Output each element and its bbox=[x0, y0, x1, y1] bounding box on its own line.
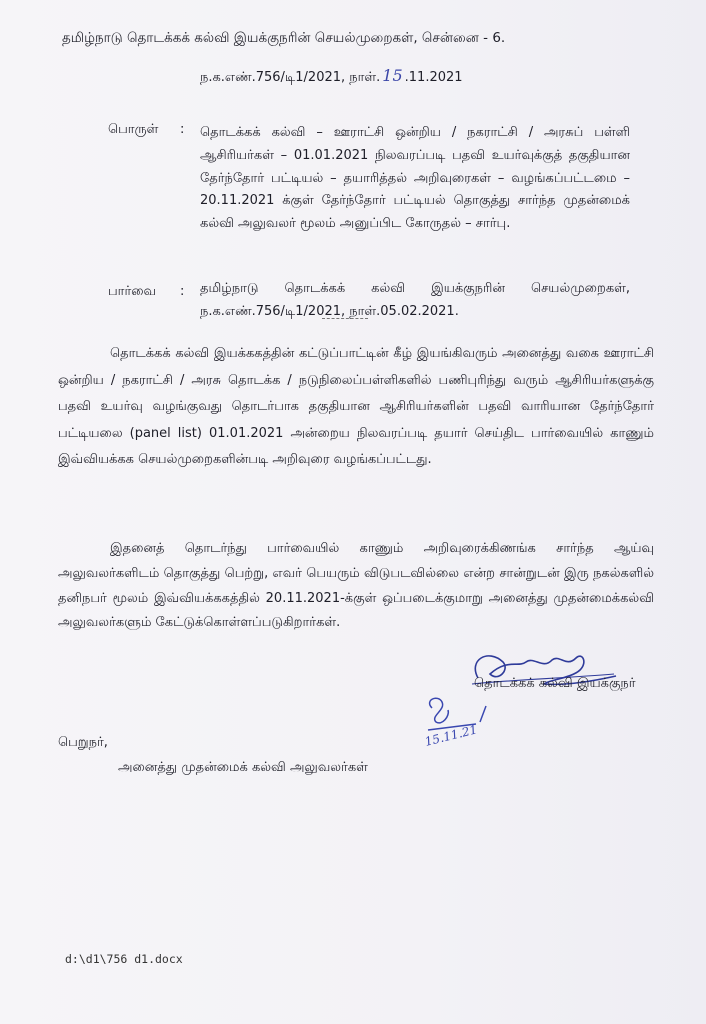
office-heading: தமிழ்நாடு தொடக்கக் கல்வி இயக்குநரின் செயல்முறைகள், சென்னை - 6. bbox=[62, 30, 506, 46]
separator-line bbox=[322, 318, 368, 319]
handwritten-day: 15 bbox=[382, 66, 403, 85]
subject-label: பொருள் bbox=[108, 122, 159, 137]
ref-number-prefix: ந.க.எண்.756/டி1/2021, நாள். bbox=[200, 70, 381, 85]
reference-colon: : bbox=[180, 284, 185, 299]
file-path-footer: d:\d1\756 d1.docx bbox=[65, 952, 183, 966]
recipient-name: அனைத்து முதன்மைக் கல்வி அலுவலர்கள் bbox=[118, 760, 368, 775]
body-paragraph-2: இதனைத் தொடர்ந்து பார்வையில் காணும் அறிவுரைக்கிணங்க சார்ந்த ஆய்வு அலுவலர்களிடம் தொகுத்து பெற்று, எவர் பெயரும் விடுபடவில்லை என்ற சான்றுடன் இரு நகல்களில் தனிநபர் மூலம் இவ்வியக்ககத்தில் 20.11.2021-க்குள் ஒப்படைக்குமாறு அனைத்து முதன்மைக்கல்வி அலுவலர்களும் கேட்டுக்கொள்ளப்படுகிறார்கள். bbox=[58, 541, 654, 631]
ref-number-suffix: .11.2021 bbox=[404, 70, 463, 85]
reference-label: பார்வை bbox=[108, 284, 157, 299]
initial-date-text: 15.11.21 bbox=[423, 722, 479, 749]
subject-text: தொடக்கக் கல்வி – ஊராட்சி ஒன்றிய / நகராட்சி / அரசுப் பள்ளி ஆசிரியர்கள் – 01.01.2021 நிலவரப்படி பதவி உயர்வுக்குத் தகுதியான தேர்ந்தோர் பட்டியல் – தயாரித்தல் அறிவுரைகள் – வழங்கப்பட்டமை – 20.11.2021 க்குள் தேர்ந்தோர் பட்டியல் தொகுத்து சார்ந்த முதன்மைக் கல்வி அலுவலர் மூலம் அனுப்பிட கோருதல் – சார்பு. bbox=[200, 125, 630, 232]
handwritten-initials bbox=[420, 690, 510, 750]
reference-text: தமிழ்நாடு தொடக்கக் கல்வி இயக்குநரின் செயல்முறைகள், ந.க.எண்.756/டி1/2021, நாள்.05.02.2021. bbox=[200, 281, 630, 319]
recipient-label: பெறுநர், bbox=[58, 735, 108, 750]
body-paragraph-1: தொடக்கக் கல்வி இயக்ககத்தின் கட்டுப்பாட்டின் கீழ் இயங்கிவரும் அனைத்து வகை ஊராட்சி ஒன்றிய / நகராட்சி / அரசு தொடக்க / நடுநிலைப்பள்ளிகளில் பணிபுரிந்து வரும் ஆசிரியர்களுக்கு பதவி உயர்வு வழங்குவது தொடர்பாக தகுதியான ஆசிரியர்களின் பதவி வாரியான தேர்ந்தோர் பட்டியலை (panel list) 01.01.2021 அன்றைய நிலவரப்படி தயார் செய்திட பார்வையில் காணும் இவ்வியக்கக செயல்முறைகளின்படி அறிவுரை வழங்கப்பட்டது. bbox=[58, 346, 654, 468]
signatory-title: தொடக்கக் கல்வி இயக்குநர் bbox=[474, 676, 636, 691]
subject-colon: : bbox=[180, 122, 185, 137]
reference-number-line bbox=[200, 66, 620, 86]
